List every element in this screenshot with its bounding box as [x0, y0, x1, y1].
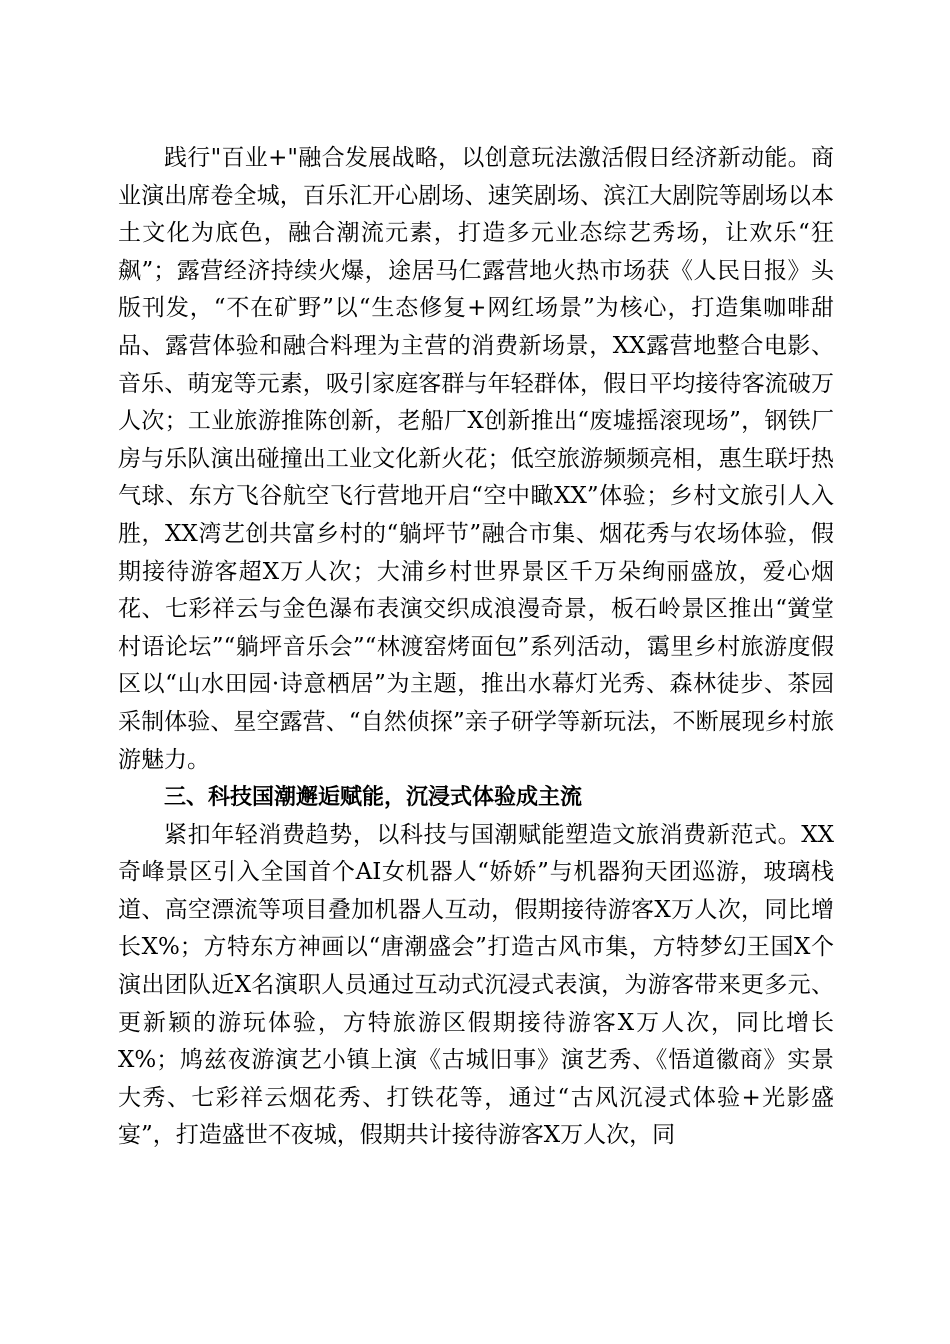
section-heading-three: 三、科技国潮邂逅赋能，沉浸式体验成主流 [164, 785, 583, 811]
paragraph-consumption-scenes: 践行"百业+"融合发展战略，以创意玩法激活假日经济新动能。商业演出席卷全城，百乐汇开心剧场、速笑剧场、滨江大剧院等剧场以本土文化为底色，融合潮流元素，打造多元业态综艺秀场，让欢乐“狂飙”；露营经济持续火爆，途居马仁露营地火热市场获《人民日报》头版刊发，“不在矿野”以“生态修复+网红场景”为核心，打造集咖啡甜品、露营体验和融合料理为主营的消费新场景，XX露营地整合电影、音乐、萌宠等元素，吸引家庭客群与年轻群体，假日平均接待客流破万人次；工业旅游推陈创新，老船厂X创新推出“废墟摇滚现场”，钢铁厂房与乐队演出碰撞出工业文化新火花；低空旅游频频亮相，惠生联圩热气球、东方飞谷航空飞行营地开启“空中瞰XX”体验；乡村文旅引人入胜，XX湾艺创共富乡村的“躺坪节”融合市集、烟花秀与农场体验，假期接待游客超X万人次；大浦乡村世界景区千万朵绚丽盛放，爱心烟花、七彩祥云与金色瀑布表演交织成浪漫奇景，板石岭景区推出“黉堂村语论坛”“躺坪音乐会”“林渡窑烤面包”系列活动，霭里乡村旅游度假区以“山水田园·诗意栖居”为主题，推出水幕灯光秀、森林徒步、茶园采制体验、星空露营、“自然侦探”亲子研学等新玩法，不断展现乡村旅游魅力。 [118, 145, 834, 773]
paragraph-tech-guochao: 紧扣年轻消费趋势，以科技与国潮赋能塑造文旅消费新范式。XX奇峰景区引入全国首个AI女机器人“娇娇”与机器狗天团巡游，玻璃栈道、高空漂流等项目叠加机器人互动，假期接待游客X万人次，同比增长X%；方特东方神画以“唐潮盛会”打造古风市集，方特梦幻王国X个演出团队近X名演职人员通过互动式沉浸式表演，为游客带来更多元、更新颖的游玩体验，方特旅游区假期接待游客X万人次，同比增长X%；鸠兹夜游演艺小镇上演《古城旧事》演艺秀、《悟道徽商》实景大秀、七彩祥云烟花秀、打铁花等，通过“古风沉浸式体验+光影盛宴”，打造盛世不夜城，假期共计接待游客X万人次，同 [118, 821, 834, 1149]
document-body [118, 140, 834, 1155]
